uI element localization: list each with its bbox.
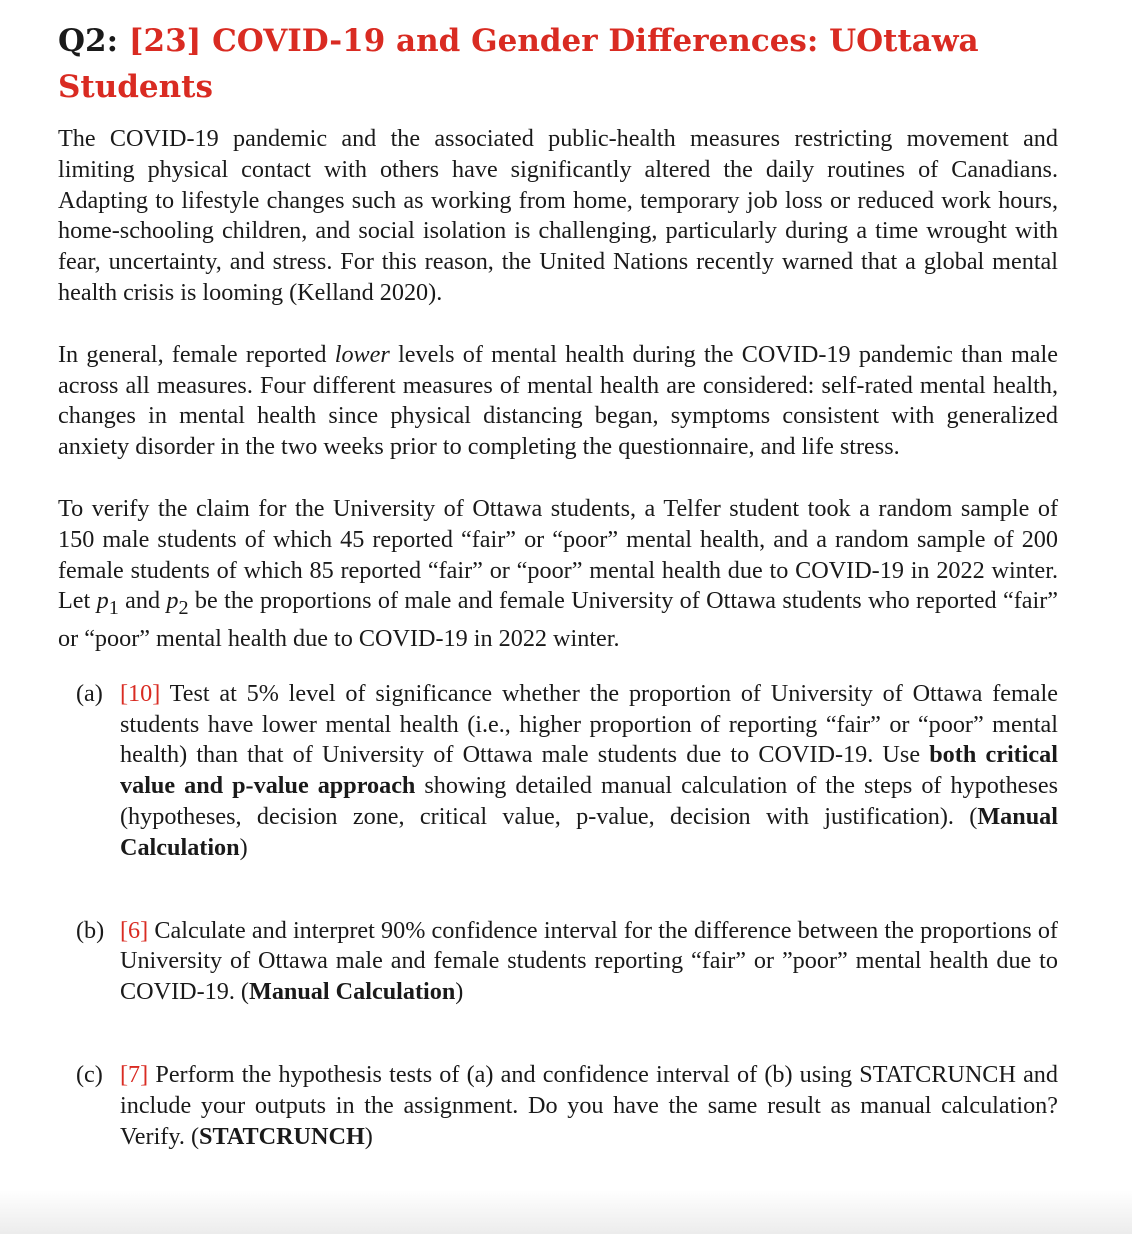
part-c-label: (c) bbox=[76, 1060, 103, 1088]
part-a: (a) [10] Test at 5% level of significance whether the proportion of University of Ottawa female students have lower mental health (i.e., higher proportion of reporting “fair” or “poor” mental health) than that of University of Ottawa male students due to COVID-19. Use both critical value and p-value approach showing detailed manual calculation of the steps of hypotheses (hypotheses, decision zone, critical value, p-value, decision with justification). (Manual Calculation) bbox=[76, 679, 1058, 861]
part-c: (c) [7] Perform the hypothesis tests of (a) and confidence interval of (b) using STATCRUNCH and include your outputs in the assignment. Do you have the same result as manual calculation? Verify. (STATCRUNCH) bbox=[76, 1060, 1058, 1150]
question-title-line2: Students bbox=[58, 69, 213, 105]
question-title-line1: COVID-19 and Gender Differences: UOttawa bbox=[212, 23, 979, 59]
part-b: (b) [6] Calculate and interpret 90% confidence interval for the difference between the proportions of University of Ottawa male and female students reporting “fair” or ”poor” mental health due to COVID-19. (Manual Calculation) bbox=[76, 916, 1058, 1006]
question-points: [23] bbox=[128, 23, 202, 59]
part-b-label: (b) bbox=[76, 916, 105, 944]
sample-paragraph: To verify the claim for the University of Ottawa students, a Telfer student took a random sample of 150 male students of which 45 reported “fair” or “poor” mental health, and a random sample of 200 female students of which 85 reported “fair” or “poor” mental health due to COVID-19 in 2022 winter. Let $p_1$ and $p_2$ be the proportions of male and female University of Ottawa students who reported “fair” or “poor” mental health due to COVID-19 in 2022 winter. bbox=[58, 494, 1058, 652]
intro-paragraph: The COVID-19 pandemic and the associated public-health measures restricting movement and limiting physical contact with others have significantly altered the daily routines of Canadians. Adapting to lifestyle changes such as working from home, temporary job loss or reduced work hours, home-schooling children, and social isolation is challenging, particularly during a time wrought with fear, uncertainty, and stress. For this reason, the United Nations recently warned that a global mental health crisis is looming (Kelland 2020). bbox=[58, 125, 1058, 306]
page-bottom-shadow bbox=[0, 1190, 1132, 1234]
part-b-points: [6] bbox=[120, 916, 149, 944]
part-a-label: (a) bbox=[76, 679, 103, 707]
question-parts bbox=[58, 679, 1058, 1153]
p1-symbol: p bbox=[96, 587, 109, 615]
document-page bbox=[58, 18, 1058, 1192]
part-c-points: [7] bbox=[120, 1060, 149, 1088]
question-title bbox=[58, 18, 1058, 110]
p2-symbol: p bbox=[166, 587, 179, 615]
question-number: Q2: bbox=[58, 23, 119, 59]
part-a-points: [10] bbox=[120, 679, 161, 707]
gender-paragraph: In general, female reported lower levels of mental health during the COVID-19 pandemic than male across all measures. Four different measures of mental health are considered: self-rated mental health, changes in mental health since physical distancing began, symptoms consistent with generalized anxiety disorder in the two weeks prior to completing the questionnaire, and life stress. bbox=[58, 340, 1058, 461]
